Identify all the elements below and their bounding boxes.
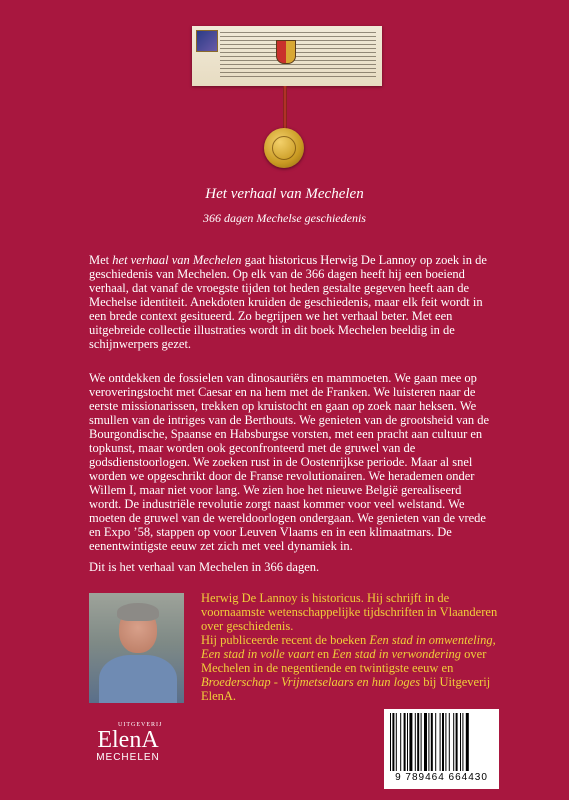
publisher-city: MECHELEN bbox=[96, 752, 160, 763]
illuminated-initial bbox=[196, 30, 218, 52]
charter-text-lines bbox=[220, 32, 376, 78]
coat-of-arms-icon bbox=[276, 40, 296, 64]
publisher-tag: UITGEVERIJ bbox=[118, 722, 163, 728]
intro-paragraph bbox=[89, 253, 491, 351]
isbn-barcode bbox=[384, 709, 499, 789]
author-bio bbox=[201, 591, 501, 703]
publisher-name: ElenA bbox=[97, 727, 159, 753]
intro-emphasis: het verhaal van Mechelen bbox=[112, 253, 242, 267]
author-hair bbox=[117, 603, 159, 621]
history-paragraph: We ontdekken de fossielen van dinosauriërs en mammoeten. We gaan mee op veroveringstocht met Caesar en na hem met de Franken. We luisteren naar de eerste missionarissen, trekken op kruistocht en gaan op zoek naar heksen. We smullen van de intriges van de Berthouts. We genieten van de grootsheid van de Bourgondische, Spaanse en Habsburgse vorsten, met een pracht aan cultuur en topkunst, maar worden ook geconfronteerd met de gruwel van de godsdienstoorlogen. We zoeken rust in de Oostenrijkse periode. Maar al snel worden we opgeschrikt door de Franse revolutionairen. We herademen onder Willem I, maar niet voor lang. We zien hoe het nieuwe België gerealiseerd wordt. De industriële revolutie zorgt naast kommer voor veel welstand. We moeten de gruwel van de wereldoorlogen ondergaan. We genieten van de vrede en Expo ’58, stappen op voor Leuven Vlaams en in een klimaatmars. De eenentwintigste eeuw zet zich met veel dynamiek in. bbox=[89, 371, 490, 553]
wax-seal-icon bbox=[264, 128, 304, 168]
bio-and: en bbox=[314, 647, 333, 661]
isbn-number: 9 789464 664430 bbox=[395, 772, 488, 783]
book-subtitle: 366 dagen Mechelse geschiedenis bbox=[203, 211, 366, 225]
book-title: Het verhaal van Mechelen bbox=[205, 186, 364, 202]
author-shirt bbox=[99, 655, 177, 703]
bio-book-1: Een stad in omwenteling, Een stad in volle vaart bbox=[201, 633, 496, 661]
bio-publications: Hij publiceerde recent de boeken bbox=[201, 633, 370, 647]
bio-book-2: Een stad in verwondering bbox=[332, 647, 462, 661]
author-photo bbox=[89, 593, 184, 703]
bio-book-3: Broederschap - Vrijmetselaars en hun loges bbox=[201, 675, 421, 689]
closing-line: Dit is het verhaal van Mechelen in 366 dagen. bbox=[89, 560, 320, 574]
bio-mid: over Mechelen in de negentiende en twintigste eeuw en bbox=[201, 647, 487, 675]
intro-text-rest: gaat historicus Herwig De Lannoy op zoek in de geschiedenis van Mechelen. Op elk van de 366 dagen heeft hij een boeiend verhaal, dat vanaf de vroegste tijden tot heden gestalte gegeven heeft aan de Mechelse identiteit. Anekdoten kruiden de geschiedenis, maar elk feit wordt in een brede context gesitueerd. Zo begrijpen we het verhaal beter. Met een uitgebreide collectie illustraties wordt in dit boek Mechelen beeldig in de schijnwerpers gezet. bbox=[89, 253, 487, 351]
publisher-logo bbox=[88, 722, 168, 770]
barcode-bars bbox=[390, 713, 493, 771]
seal-cord bbox=[283, 86, 287, 132]
intro-text-start: Met bbox=[89, 253, 113, 267]
bio-end: bij Uitgeverij ElenA. bbox=[201, 675, 491, 703]
bio-intro: Herwig De Lannoy is historicus. Hij schrijft in de voornaamste wetenschappelijke tijdschriften in Vlaanderen over geschiedenis. bbox=[201, 591, 498, 633]
charter-image bbox=[192, 26, 382, 86]
